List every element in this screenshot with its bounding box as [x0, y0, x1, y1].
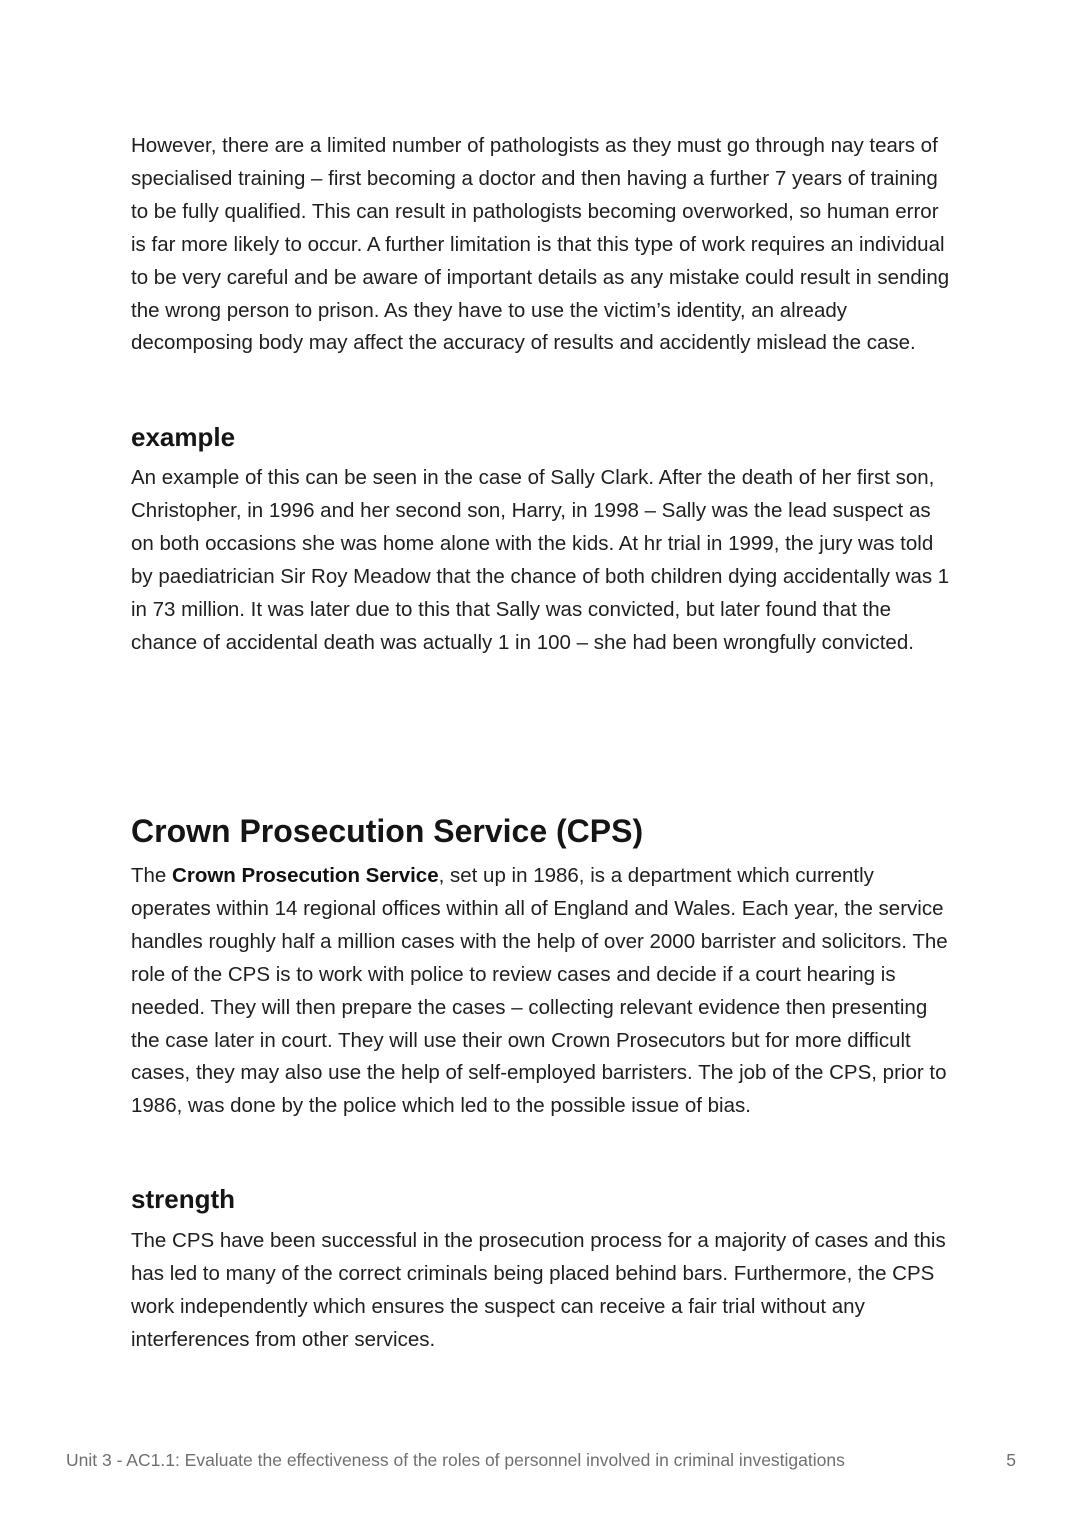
page-number: 5 — [1006, 1450, 1016, 1470]
strength-paragraph: The CPS have been successful in the prosecution process for a majority of cases and this has led to many of the correct criminals being placed behind bars. Furthermore, the CPS work independently which ensures the suspect can receive a fair trial without any interferences from other services. — [131, 1229, 946, 1351]
cps-paragraph — [131, 860, 951, 1123]
footer-title: Unit 3 - AC1.1: Evaluate the effectiveness of the roles of personnel involved in criminal investigations — [66, 1450, 845, 1470]
cps-paragraph-rest: , set up in 1986, is a department which currently operates within 14 regional offices within all of England and Wales. Each year, the service handles roughly half a million cases with the help of over 2000 barrister and solicitors. The role of the CPS is to work with police to review cases and decide if a court hearing is needed. They will then prepare the cases – collecting relevant evidence then presenting the case later in court. They will use their own Crown Prosecutors but for more difficult cases, they may also use the help of self-employed barristers. The job of the CPS, prior to 1986, was done by the police which led to the possible issue of bias. — [131, 864, 948, 1118]
pathologist-limitations-paragraph: However, there are a limited number of pathologists as they must go through nay tears of specialised training – first becoming a doctor and then having a further 7 years of training to be fully qualified. This can result in pathologists becoming overworked, so human error is far more likely to occur. A further limitation is that this type of work requires an individual to be very careful and be aware of important details as any mistake could result in sending the wrong person to prison. As they have to use the victim’s identity, an already decomposing body may affect the accuracy of results and accidently mislead the case. — [131, 134, 950, 355]
cps-intro-text: The — [131, 864, 167, 887]
strength-heading: strength — [131, 1184, 235, 1214]
example-paragraph: An example of this can be seen in the case of Sally Clark. After the death of her first son, Christopher, in 1996 and her second son, Harry, in 1998 – Sally was the lead suspect as on both occasions she was home alone with the kids. At hr trial in 1999, the jury was told by paediatrician Sir Roy Meadow that the chance of both children dying accidentally was 1 in 73 million. It was later due to this that Sally was convicted, but later found that the chance of accidental death was actually 1 in 100 – she had been wrongfully convicted. — [131, 466, 950, 654]
cps-heading: Crown Prosecution Service (CPS) — [131, 813, 644, 849]
example-heading: example — [131, 422, 236, 452]
cps-bold-term: Crown Prosecution Service — [172, 864, 439, 887]
